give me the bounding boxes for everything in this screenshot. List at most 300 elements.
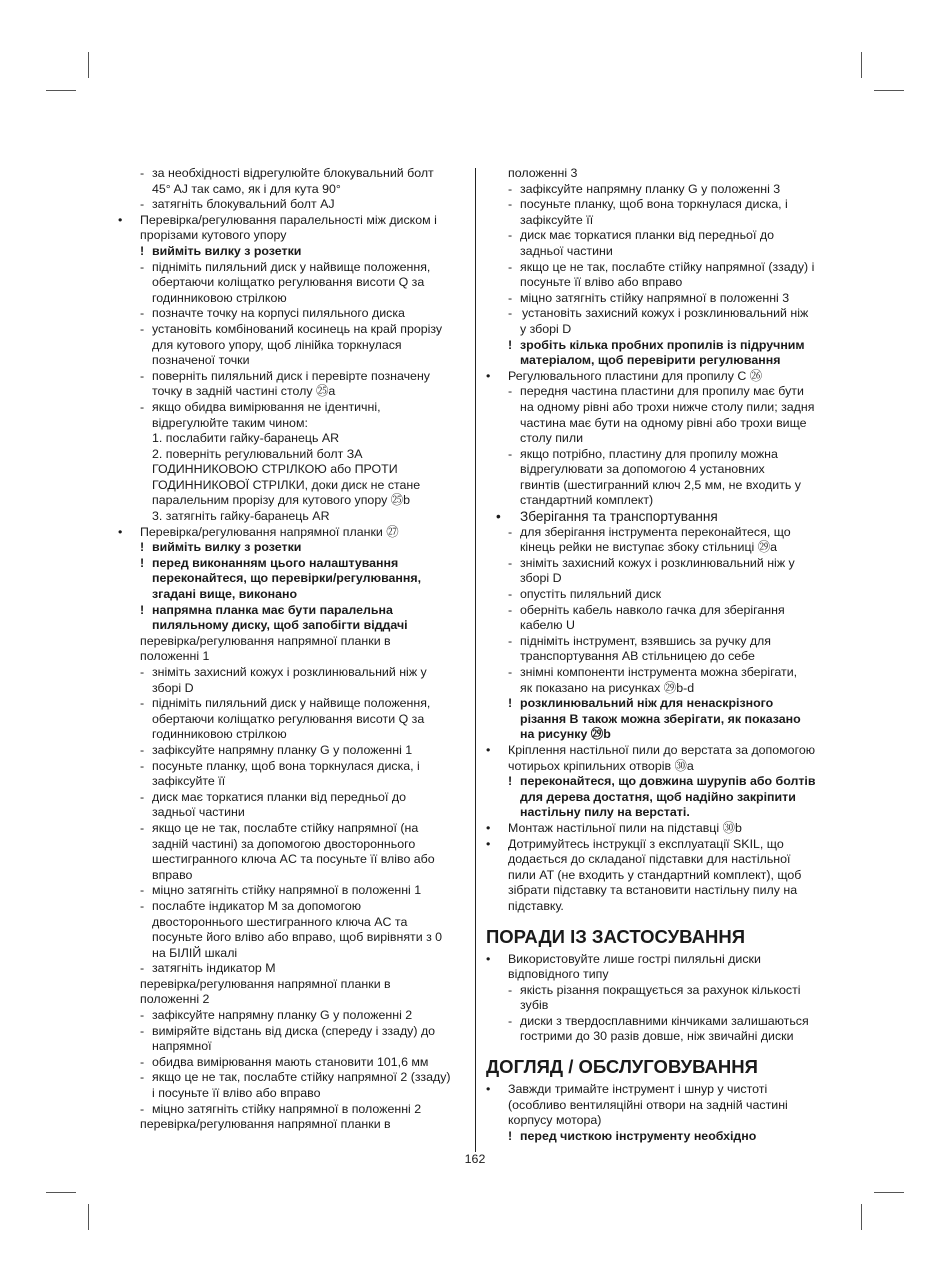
bullet-marker: • <box>486 368 491 383</box>
line-text: Кріплення настільної пили до верстата за допомогою <box>508 742 816 757</box>
dash-marker: - <box>140 758 145 773</box>
text-line <box>486 618 836 634</box>
text-line <box>486 400 836 416</box>
line-text: згадані вище, виконано <box>152 587 298 602</box>
line-text: переконайтеся, що довжина шурупів або болтів <box>520 774 816 789</box>
dash-marker: - <box>140 898 145 913</box>
text-line <box>118 1055 468 1071</box>
text-line <box>118 197 468 213</box>
page-number: 162 <box>464 1152 486 1166</box>
line-text: передня частина пластини для пропилу має бути <box>520 384 804 399</box>
line-text: матеріалом, щоб перевірити регулювання <box>520 353 781 368</box>
text-line <box>486 197 836 213</box>
line-text: настільну пилу на верстаті. <box>520 805 690 820</box>
line-text: кінець рейки не виступає збоку стільниці ㉙a <box>520 540 778 555</box>
text-line <box>118 182 468 198</box>
line-text: положенні 3 <box>508 166 578 180</box>
line-text: обидва вимірювання мають становити 101,6 мм <box>152 1054 429 1069</box>
line-text: зборі D <box>152 680 194 695</box>
line-text: посуньте планку, щоб вона торкнулася диска, і <box>152 758 420 773</box>
line-text: розклинювальний ніж для ненаскрізного <box>520 696 774 711</box>
text-line <box>118 930 468 946</box>
text-line <box>118 353 468 369</box>
line-text: опустіть пиляльний диск <box>520 587 662 602</box>
line-text: знімні компоненти інструмента можна зберігати, <box>520 665 798 679</box>
text-line <box>486 416 836 432</box>
text-line <box>486 998 836 1014</box>
bullet-marker: • <box>486 820 491 835</box>
text-line <box>118 946 468 962</box>
text-line <box>486 727 836 743</box>
text-line <box>486 603 836 619</box>
text-line <box>118 1117 468 1133</box>
warning-marker: ! <box>140 540 145 555</box>
spacer <box>486 1045 836 1055</box>
dash-marker: - <box>508 1013 513 1028</box>
text-line <box>118 961 468 977</box>
line-text: як показано на рисунках ㉙b-d <box>520 680 695 695</box>
line-text: транспортування AB стільницею до себе <box>520 649 755 664</box>
dash-marker: - <box>140 820 145 835</box>
text-line <box>118 883 468 899</box>
text-line <box>486 213 836 229</box>
line-text: вийміть вилку з розетки <box>152 540 302 555</box>
line-text: затягніть блокувальний болт AJ <box>152 197 335 212</box>
line-text: виміряйте відстань від диска (спереду і ззаду) до <box>152 1023 436 1038</box>
text-line <box>118 338 468 354</box>
text-line <box>118 587 468 603</box>
line-text: чотирьох кріпильних отворів ㉚a <box>508 758 694 773</box>
dash-marker: - <box>508 384 513 399</box>
column-divider <box>475 168 476 1152</box>
line-text: ПОРАДИ ІЗ ЗАСТОСУВАННЯ <box>486 925 745 947</box>
dash-marker: - <box>140 1023 145 1038</box>
line-text: перевірка/регулювання напрямної планки в <box>140 1117 391 1132</box>
line-text: позначте точку на корпусі пиляльного диска <box>152 306 405 321</box>
crop-mark-top-left-horizontal <box>46 90 76 91</box>
line-text: диски з твердосплавними кінчиками залишаються <box>520 1013 809 1028</box>
line-text: установіть захисний кожух і розклинювальний ніж <box>522 306 809 321</box>
text-line <box>118 213 468 229</box>
text-line <box>118 509 468 525</box>
line-text: зафіксуйте її <box>152 774 226 789</box>
crop-mark-top-right-vertical <box>861 52 862 78</box>
section-heading <box>486 925 836 948</box>
line-text: Використовуйте лише гострі пиляльні диски <box>508 951 761 966</box>
line-text: послабте індикатор M за допомогою <box>152 898 362 913</box>
dash-marker: - <box>140 883 145 898</box>
text-line <box>118 1039 468 1055</box>
text-line <box>486 353 836 369</box>
dash-marker: - <box>140 399 145 414</box>
line-text: годинниковою стрілкою <box>152 727 287 742</box>
text-line <box>118 805 468 821</box>
line-text: якщо це не так, послабте стійку напрямної (ззаду) і <box>520 259 815 274</box>
dash-marker: - <box>140 197 145 212</box>
line-text: задній частині) за допомогою двостороннього <box>152 836 416 851</box>
right-column <box>486 166 836 1144</box>
line-text: Перевірка/регулювання паралельності між диском і <box>140 212 437 227</box>
line-text: на одному рівні або трохи нижче столу пили; задня <box>520 399 815 414</box>
line-text: зафіксуйте напрямну планку G у положенні 1 <box>152 742 413 757</box>
text-line <box>118 992 468 1008</box>
text-line <box>486 883 836 899</box>
crop-mark-top-left-vertical <box>88 52 89 78</box>
dash-marker: - <box>140 1070 145 1085</box>
text-line <box>486 868 836 884</box>
text-line <box>118 1008 468 1024</box>
warning-marker: ! <box>140 602 145 617</box>
bullet-marker: • <box>486 836 491 851</box>
line-text: задньої частини <box>520 243 613 258</box>
line-text: 2. поверніть регулювальний болт ЗА <box>152 446 363 461</box>
text-line <box>486 571 836 587</box>
line-text: додається до складаної підставки для настільної <box>508 852 791 867</box>
warning-marker: ! <box>508 337 513 352</box>
line-text: і посуньте її вліво або вправо <box>152 1086 321 1101</box>
warning-marker: ! <box>508 774 513 789</box>
text-line <box>118 790 468 806</box>
line-text: підніміть інструмент, взявшись за ручку для <box>520 633 771 648</box>
line-text: зібрати підставку та встановити настільну пилу на <box>508 883 798 898</box>
dash-marker: - <box>508 259 513 274</box>
line-text: диск має торкатися планки від передньої до <box>520 228 774 243</box>
crop-mark-bottom-right-vertical <box>861 1204 862 1230</box>
text-line <box>118 899 468 915</box>
dash-marker: - <box>140 789 145 804</box>
text-line <box>118 634 468 650</box>
line-text: диск має торкатися планки від передньої до <box>152 789 406 804</box>
text-line <box>118 774 468 790</box>
line-text: 45° AJ так само, як і для кута 90° <box>152 181 341 196</box>
text-line <box>486 228 836 244</box>
text-line <box>118 431 468 447</box>
line-text: положенні 1 <box>140 649 210 664</box>
text-line <box>486 260 836 276</box>
line-text: зробіть кілька пробних пропилів із підручним <box>520 337 805 352</box>
text-line <box>486 967 836 983</box>
text-line <box>118 618 468 634</box>
bullet-marker: • <box>496 509 501 525</box>
line-text: корпусу мотора) <box>508 1113 602 1128</box>
text-line <box>118 291 468 307</box>
dash-marker: - <box>508 633 513 648</box>
text-line <box>118 571 468 587</box>
text-line <box>486 447 836 463</box>
line-text: за необхідності відрегулюйте блокувальний болт <box>152 166 434 180</box>
text-line <box>118 228 468 244</box>
text-line <box>486 431 836 447</box>
line-text: вправо <box>152 867 193 882</box>
crop-mark-bottom-right-horizontal <box>874 1192 904 1193</box>
line-text: (особливо вентиляційні отвори на задній частині <box>508 1097 788 1112</box>
text-line <box>118 696 468 712</box>
dash-marker: - <box>140 368 145 383</box>
line-text: зніміть захисний кожух і розклинювальний ніж у <box>520 555 795 570</box>
crop-mark-top-right-horizontal <box>874 90 904 91</box>
text-line <box>486 493 836 509</box>
crop-mark-bottom-left-vertical <box>88 1204 89 1230</box>
dash-marker: - <box>508 228 513 243</box>
text-line <box>486 322 836 338</box>
bullet-marker: • <box>118 524 123 539</box>
text-line <box>486 244 836 260</box>
text-line <box>486 369 836 385</box>
line-text: прорізами кутового упору <box>140 228 287 243</box>
line-text: Завжди тримайте інструмент і шнур у чистоті <box>508 1082 768 1097</box>
line-text: якість різання покращується за рахунок кількості <box>520 982 801 997</box>
dash-marker: - <box>508 665 513 679</box>
text-line <box>486 1014 836 1030</box>
line-text: ДОГЛЯД / ОБСЛУГОВУВАННЯ <box>486 1056 758 1078</box>
text-line <box>118 525 468 541</box>
text-line <box>486 805 836 821</box>
line-text: 3. затягніть гайку-баранець AR <box>152 509 330 524</box>
line-text: Дотримуйтесь інструкції з експлуатації SKIL, що <box>508 836 784 851</box>
dash-marker: - <box>140 696 145 711</box>
text-line <box>118 275 468 291</box>
line-text: якщо це не так, послабте стійку напрямної 2 (ззаду) <box>152 1070 451 1085</box>
line-text: задньої частини <box>152 805 245 820</box>
line-text: якщо це не так, послабте стійку напрямної (на <box>152 820 419 835</box>
text-line <box>118 400 468 416</box>
line-text: перед виконанням цього налаштування <box>152 555 399 570</box>
text-line <box>118 244 468 260</box>
line-text: Перевірка/регулювання напрямної планки ㉗ <box>140 524 399 539</box>
warning-marker: ! <box>140 243 145 258</box>
dash-marker: - <box>140 742 145 757</box>
dash-marker: - <box>140 306 145 321</box>
dash-marker: - <box>508 587 513 602</box>
text-line <box>118 712 468 728</box>
text-line <box>486 852 836 868</box>
text-line <box>118 1024 468 1040</box>
text-line <box>486 649 836 665</box>
text-line <box>118 493 468 509</box>
crop-mark-bottom-left-horizontal <box>46 1192 76 1193</box>
text-line <box>118 1070 468 1086</box>
line-text: на рисунку ㉙b <box>520 727 611 742</box>
text-line <box>118 166 468 182</box>
text-line <box>486 759 836 775</box>
text-line <box>118 384 468 400</box>
dash-marker: - <box>508 982 513 997</box>
text-line <box>486 556 836 572</box>
text-line <box>486 983 836 999</box>
text-line <box>486 837 836 853</box>
line-text: затягніть індикатор M <box>152 961 276 976</box>
dash-marker: - <box>508 181 513 196</box>
line-text: ГОДИННИКОВОЮ СТРІЛКОЮ або ПРОТИ <box>152 462 398 477</box>
line-text: зборі D <box>520 571 562 586</box>
text-line <box>486 540 836 556</box>
line-text: відрегулювати за допомогою 4 установних <box>520 462 765 477</box>
text-line <box>118 556 468 572</box>
text-line <box>118 1086 468 1102</box>
text-line <box>486 509 836 525</box>
line-text: паралельним прорізу для кутового упору ㉕b <box>152 493 410 508</box>
text-line <box>118 727 468 743</box>
line-text: пили AT (не входить у стандартний комплект), щоб <box>508 867 802 882</box>
line-text: гвинтів (шестигранний ключ 2,5 мм, не входить у <box>520 477 801 492</box>
line-text: зафіксуйте напрямну планку G у положенні 2 <box>152 1008 413 1023</box>
text-line <box>486 275 836 291</box>
line-text: перевірка/регулювання напрямної планки в <box>140 633 391 648</box>
text-line <box>486 182 836 198</box>
text-line <box>118 1102 468 1118</box>
line-text: Монтаж настільної пили на підставці ㉚b <box>508 820 742 835</box>
text-line <box>118 759 468 775</box>
line-text: міцно затягніть стійку напрямної в положенні 3 <box>520 290 790 305</box>
text-line <box>486 1082 836 1098</box>
line-text: столу пили <box>520 431 583 446</box>
text-line <box>118 260 468 276</box>
text-line <box>486 1029 836 1045</box>
line-text: перевірка/регулювання напрямної планки в <box>140 976 391 991</box>
line-text: шестигранного ключа AC та посуньте її вліво або <box>152 852 435 867</box>
text-line <box>486 1113 836 1129</box>
bullet-marker: • <box>486 1082 491 1097</box>
text-line <box>118 868 468 884</box>
line-text: Регулювального пластини для пропилу C ㉖ <box>508 368 763 383</box>
line-text: годинниковою стрілкою <box>152 290 287 305</box>
bullet-marker: • <box>486 742 491 757</box>
line-text: у зборі D <box>520 321 572 336</box>
dash-marker: - <box>140 961 145 976</box>
text-line <box>118 681 468 697</box>
text-line <box>118 478 468 494</box>
dash-marker: - <box>508 446 513 461</box>
line-text: 1. послабити гайку-баранець AR <box>152 431 340 446</box>
text-line <box>118 852 468 868</box>
line-text: оберніть кабель навколо гачка для зберігання <box>520 602 785 617</box>
warning-marker: ! <box>140 555 145 570</box>
line-text: частина має бути на одному рівні або трохи вище <box>520 415 807 430</box>
line-text: підніміть пиляльний диск у найвище положення, <box>152 696 431 711</box>
line-text: якщо обидва вимірювання не ідентичні, <box>152 399 381 414</box>
dash-marker: - <box>140 1054 145 1069</box>
dash-marker: - <box>508 197 513 212</box>
text-line <box>118 915 468 931</box>
line-text: посуньте планку, щоб вона торкнулася диска, і <box>520 197 788 212</box>
line-text: зафіксуйте напрямну планку G у положенні 3 <box>520 181 781 196</box>
line-text: міцно затягніть стійку напрямної в положенні 2 <box>152 1101 422 1116</box>
text-line <box>486 743 836 759</box>
text-line <box>486 712 836 728</box>
line-text: стандартний комплект) <box>520 493 654 508</box>
text-line <box>118 462 468 478</box>
line-text: посуньте його вліво або вправо, щоб вирівняти з 0 <box>152 930 443 945</box>
text-line <box>486 462 836 478</box>
text-line <box>118 821 468 837</box>
dash-marker: - <box>508 555 513 570</box>
dash-marker: - <box>508 524 513 539</box>
line-text: вийміть вилку з розетки <box>152 243 302 258</box>
line-text: посуньте її вліво або вправо <box>520 275 683 290</box>
text-line <box>486 166 836 182</box>
text-line <box>486 291 836 307</box>
text-line <box>118 665 468 681</box>
line-text: обертаючи коліщатко регулювання висоти Q за <box>152 275 425 290</box>
text-line <box>486 952 836 968</box>
line-text: зніміть захисний кожух і розклинювальний ніж у <box>152 665 427 679</box>
dash-marker: - <box>140 1101 145 1116</box>
text-line <box>118 837 468 853</box>
line-text: зубів <box>520 998 549 1013</box>
line-text: для зберігання інструмента переконайтеся, що <box>520 524 791 539</box>
line-text: точку в задній частині столу ㉕a <box>152 384 336 399</box>
text-line <box>486 1129 836 1145</box>
dash-marker: - <box>140 1008 145 1023</box>
text-line <box>118 369 468 385</box>
text-line <box>486 821 836 837</box>
line-text: гострими до 30 разів довше, ніж звичайні диски <box>520 1029 794 1044</box>
bullet-marker: • <box>486 951 491 966</box>
text-line <box>486 696 836 712</box>
line-text: положенні 2 <box>140 992 210 1007</box>
text-line <box>486 774 836 790</box>
warning-marker: ! <box>508 696 513 711</box>
line-text: на БІЛІЙ шкалі <box>152 945 238 960</box>
line-text: міцно затягніть стійку напрямної в положенні 1 <box>152 883 422 898</box>
left-column <box>118 166 468 1133</box>
text-line <box>486 478 836 494</box>
line-text: двостороннього шестигранного ключа AC та <box>152 914 408 929</box>
line-text: підніміть пиляльний диск у найвище положення, <box>152 259 431 274</box>
line-text: різання В також можна зберігати, як показано <box>520 711 801 726</box>
text-line <box>486 665 836 681</box>
text-line <box>118 306 468 322</box>
line-text: для дерева достатня, щоб надійно закріпити <box>520 789 796 804</box>
line-text: перед чисткою інструменту необхідно <box>520 1128 757 1143</box>
line-text: Зберігання та транспортування <box>520 509 718 525</box>
line-text: для кутового упору, щоб лінійка торкнулася <box>152 337 402 352</box>
dash-marker: - <box>140 166 145 180</box>
line-text: відповідного типу <box>508 967 609 982</box>
warning-marker: ! <box>508 1128 513 1143</box>
line-text: переконайтеся, що перевірки/регулювання, <box>152 571 422 586</box>
line-text: поверніть пиляльний диск і перевірте позначену <box>152 368 430 383</box>
text-line <box>118 603 468 619</box>
text-line <box>486 681 836 697</box>
dash-marker: - <box>140 321 145 336</box>
line-text: позначеної точки <box>152 353 250 368</box>
spacer <box>486 915 836 925</box>
text-line <box>486 587 836 603</box>
text-line <box>118 977 468 993</box>
line-text: якщо потрібно, пластину для пропилу можна <box>520 446 778 461</box>
line-text: напрямної <box>152 1039 212 1054</box>
text-line <box>118 322 468 338</box>
dash-marker: - <box>508 602 513 617</box>
line-text: напрямна планка має бути паралельна <box>152 602 393 617</box>
text-line <box>486 306 836 322</box>
dash-marker: - <box>508 306 513 321</box>
line-text: кабелю U <box>520 618 575 633</box>
line-text: ГОДИННИКОВОЇ СТРІЛКИ, доки диск не стане <box>152 477 421 492</box>
dash-marker: - <box>508 290 513 305</box>
text-line <box>486 338 836 354</box>
section-heading <box>486 1055 836 1078</box>
text-line <box>118 649 468 665</box>
line-text: обертаючи коліщатко регулювання висоти Q за <box>152 711 425 726</box>
text-line <box>118 540 468 556</box>
text-line <box>118 447 468 463</box>
line-text: відрегулюйте таким чином: <box>152 415 308 430</box>
text-line <box>486 634 836 650</box>
line-text: установіть комбінований косинець на край прорізу <box>152 321 443 336</box>
text-line <box>118 743 468 759</box>
